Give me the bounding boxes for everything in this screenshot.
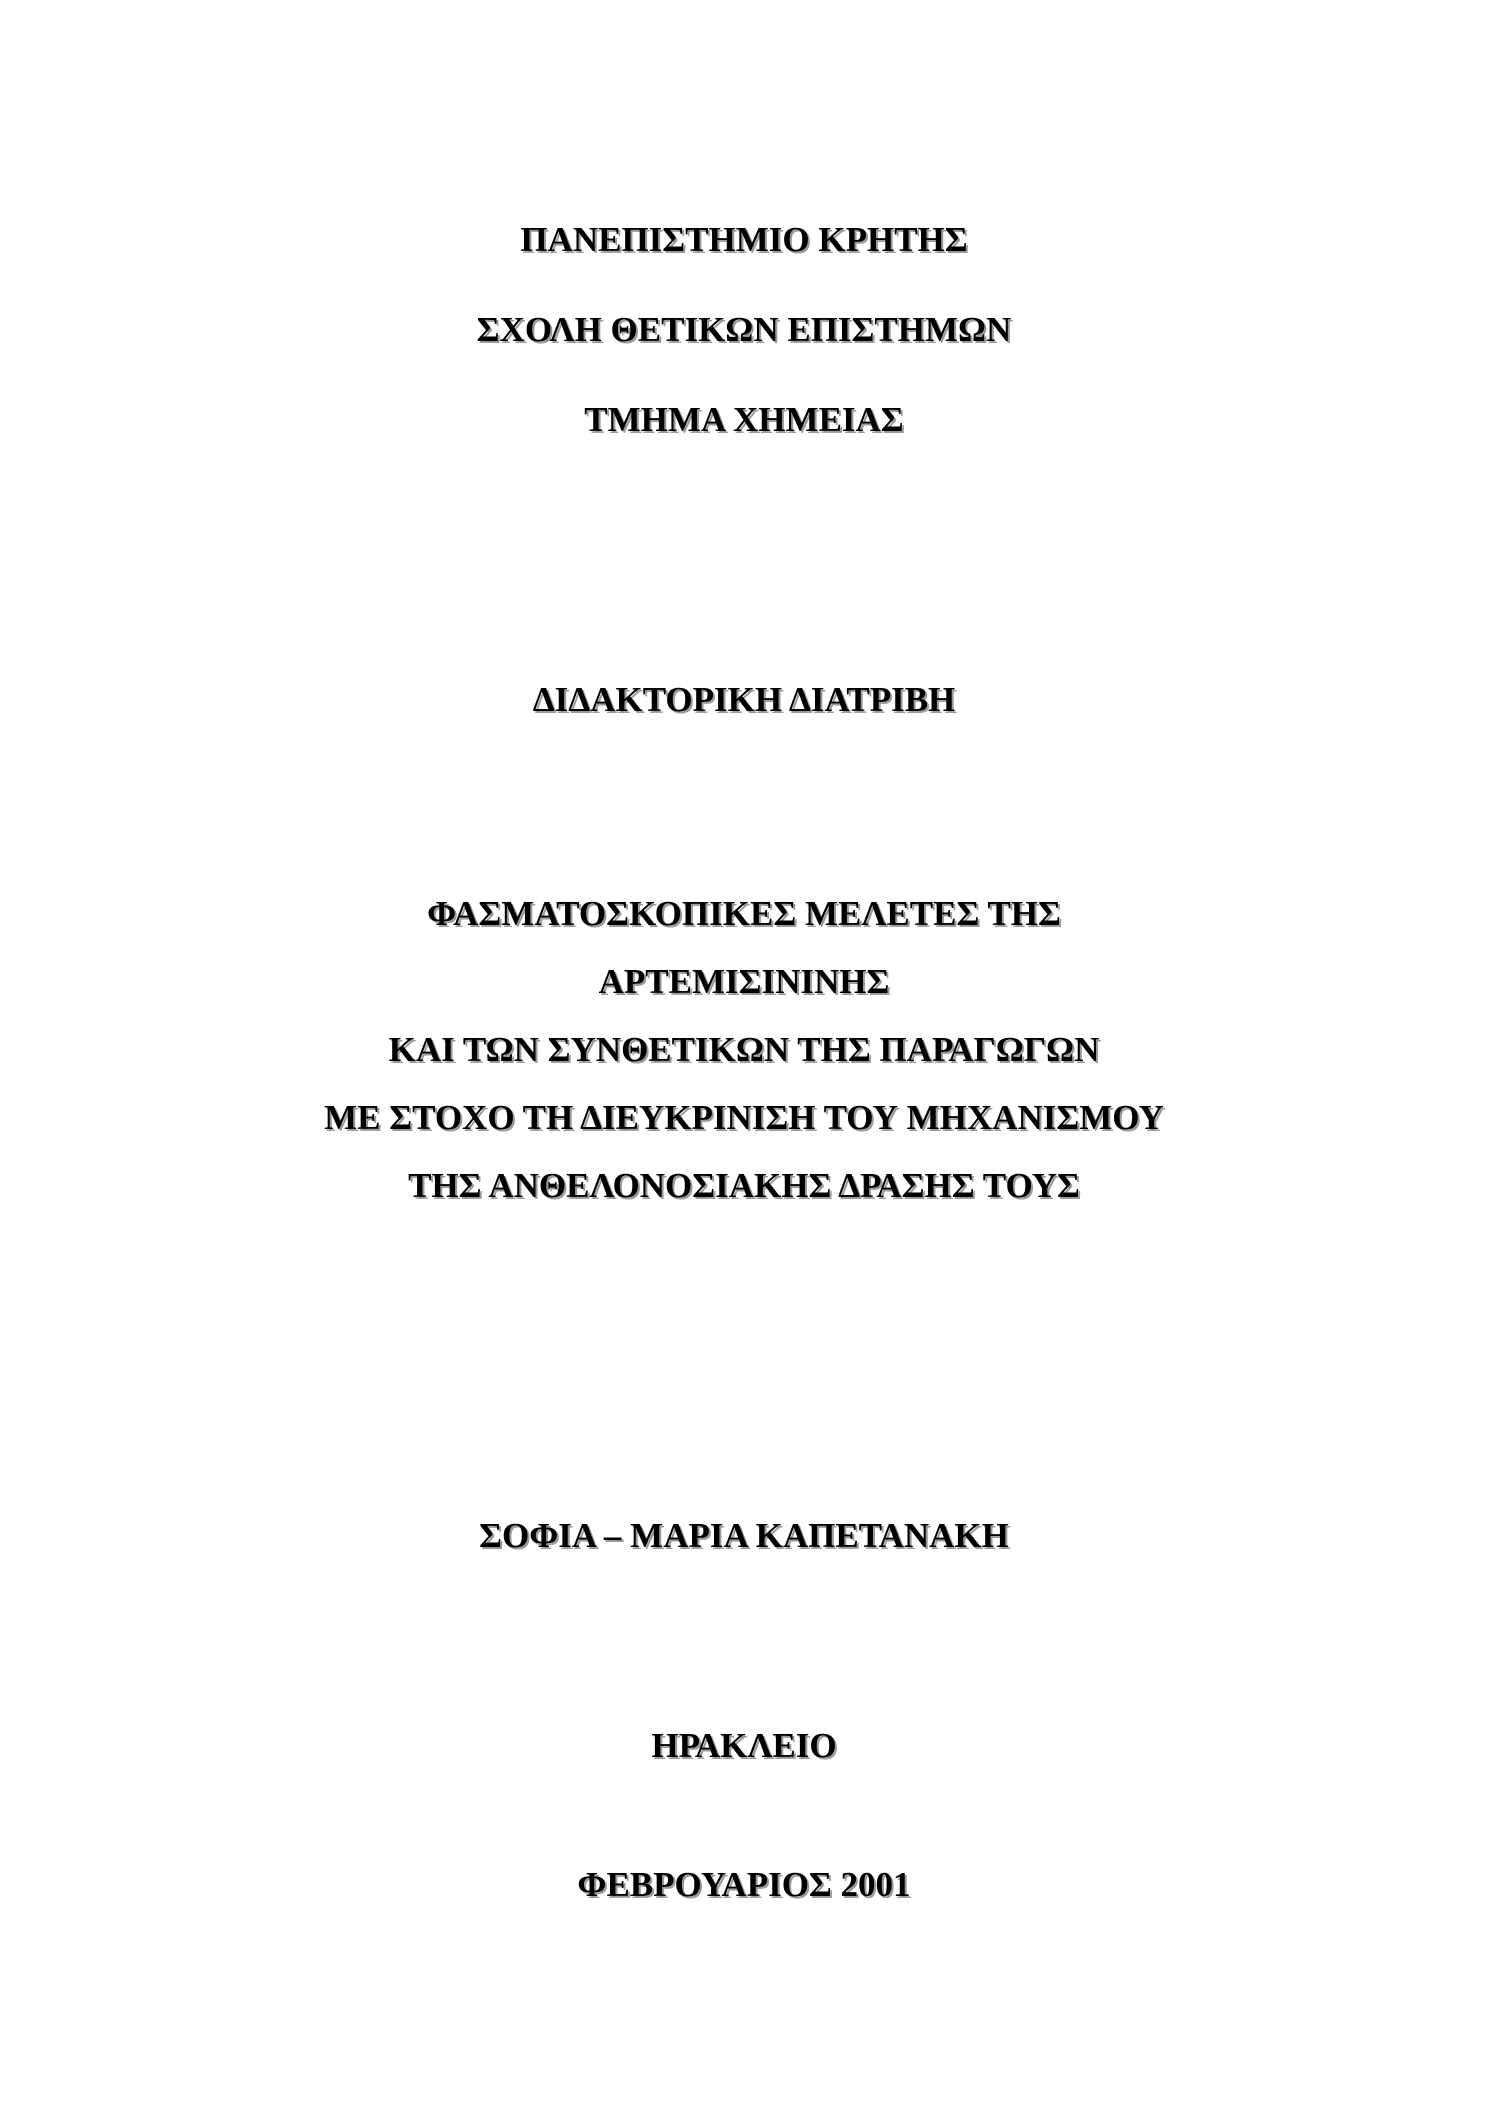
document-type: ΔΙΔΑΚΤΟΡΙΚΗ ΔΙΑΤΡΙΒΗ <box>532 680 956 719</box>
place: ΗΡΑΚΛΕΙΟ <box>651 1726 837 1765</box>
thesis-title-line-3: ΚΑΙ ΤΩΝ ΣΥΝΘΕΤΙΚΩΝ ΤΗΣ ΠΑΡΑΓΩΓΩΝ <box>388 1030 1100 1069</box>
thesis-title-line-1: ΦΑΣΜΑΤΟΣΚΟΠΙΚΕΣ ΜΕΛΕΤΕΣ ΤΗΣ <box>427 894 1061 933</box>
university-name: ΠΑΝΕΠΙΣΤΗΜΙΟ ΚΡΗΤΗΣ <box>520 220 968 259</box>
department-name: ΤΜΗΜΑ ΧΗΜΕΙΑΣ <box>584 400 904 439</box>
thesis-title-line-5: ΤΗΣ ΑΝΘΕΛΟΝΟΣΙΑΚΗΣ ΔΡΑΣΗΣ ΤΟΥΣ <box>408 1166 1080 1205</box>
author-name: ΣΟΦΙΑ – ΜΑΡΙΑ ΚΑΠΕΤΑΝΑΚΗ <box>479 1516 1009 1555</box>
thesis-title-line-2: ΑΡΤΕΜΙΣΙΝΙΝΗΣ <box>598 962 890 1001</box>
thesis-title-line-4: ΜΕ ΣΤΟΧΟ ΤΗ ΔΙΕΥΚΡΙΝΙΣΗ ΤΟΥ ΜΗΧΑΝΙΣΜΟΥ <box>324 1098 1164 1137</box>
school-name: ΣΧΟΛΗ ΘΕΤΙΚΩΝ ΕΠΙΣΤΗΜΩΝ <box>476 310 1012 349</box>
date: ΦΕΒΡΟΥΑΡΙΟΣ 2001 <box>577 1865 911 1904</box>
